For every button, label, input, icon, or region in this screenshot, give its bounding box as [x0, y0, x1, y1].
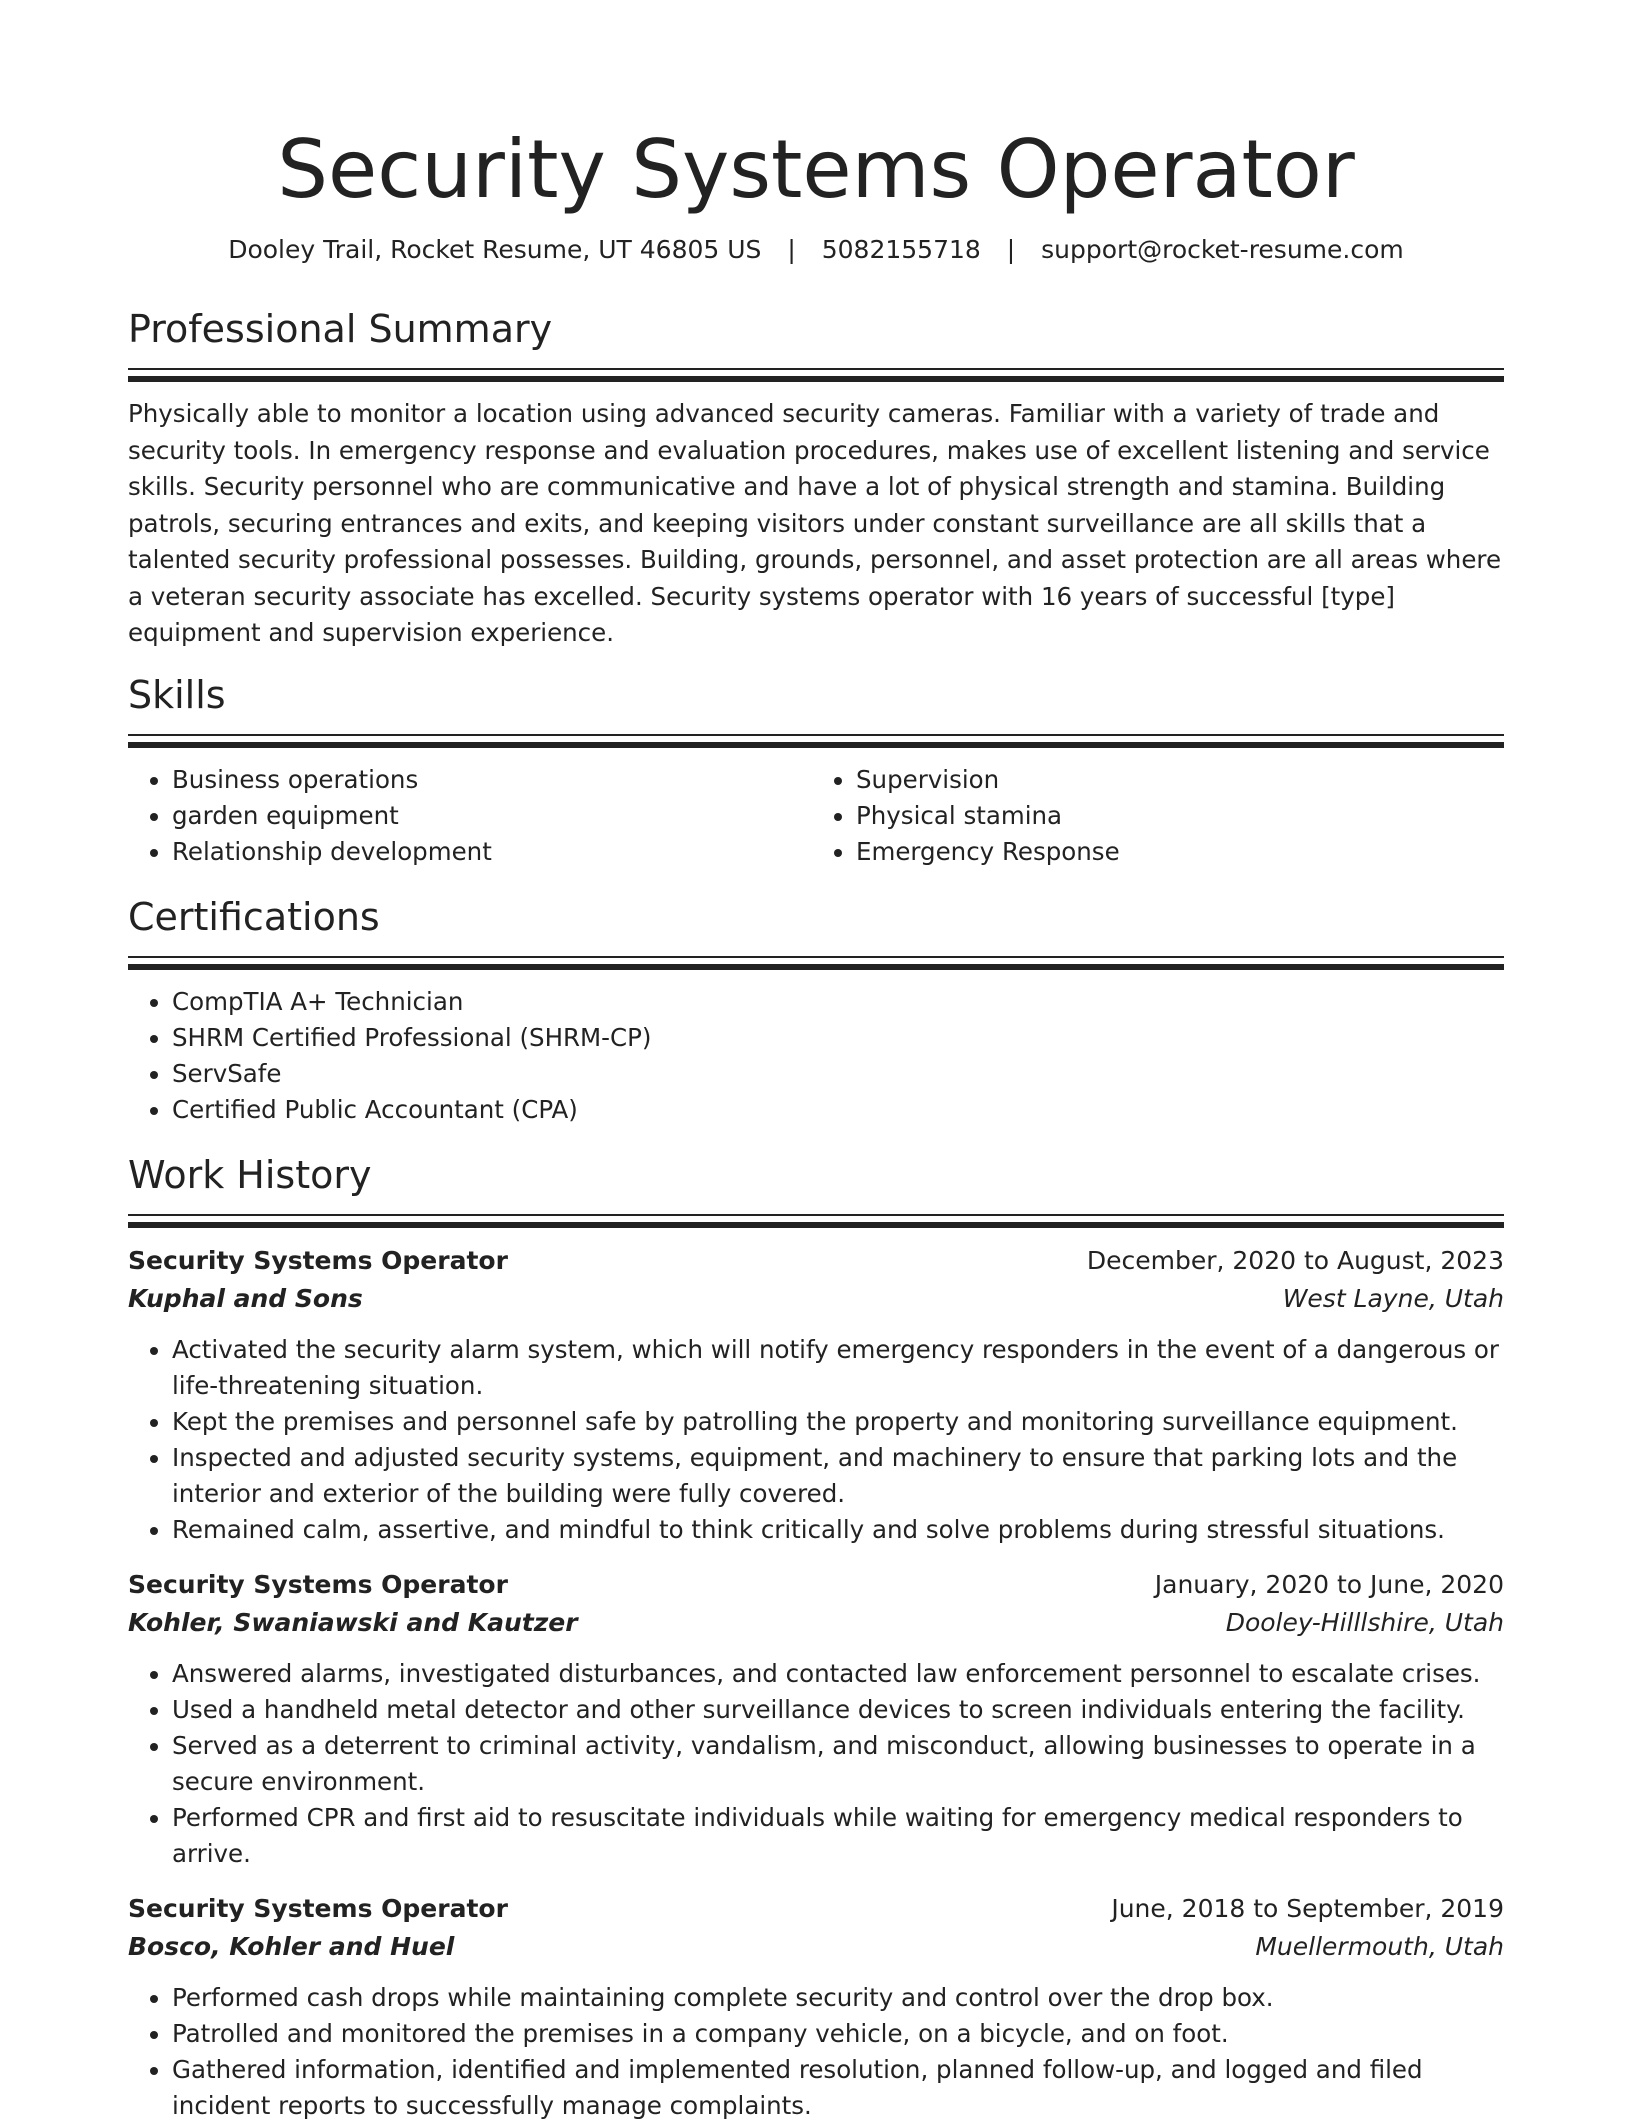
certification-item: • ServSafe — [172, 1056, 1504, 1092]
job-bullet: • Kept the premises and personnel safe by patrolling the property and monitoring surveillance equipment. — [172, 1404, 1504, 1440]
contact-line — [128, 232, 1504, 268]
job-bullet: • Performed CPR and first aid to resuscitate individuals while waiting for emergency medical responders to arrive. — [172, 1800, 1504, 1872]
job-bullet: • Gathered information, identified and implemented resolution, planned follow-up, and logged and filed incident reports to successfully manage complaints. — [172, 2052, 1504, 2124]
job-header — [128, 1890, 1504, 1928]
skills-columns — [128, 762, 1504, 870]
job-bullet: • Remained calm, assertive, and mindful to think critically and solve problems during stressful situations. — [172, 1512, 1504, 1548]
section-title-work-history: Work History — [128, 1152, 372, 1197]
job-company: Bosco, Kohler and Huel — [128, 1931, 455, 1961]
job-bullet: • Answered alarms, investigated disturbances, and contacted law enforcement personnel to escalate crises. — [172, 1656, 1504, 1692]
certification-item: • SHRM Certified Professional (SHRM-CP) — [172, 1020, 1504, 1056]
summary-text: Physically able to monitor a location using advanced security cameras. Familiar with a variety of trade and security tools. In emergency response and evaluation procedures, makes use of excellent listening and service skills. Security personnel who are communicative and have a lot of physical strength and stamina. Building patrols, securing entrances and exits, and keeping visitors under constant surveillance are all skills that a talented security professional possesses. Building, grounds, personnel, and asset protection are all areas where a veteran security associate has excelled. Security systems operator with 16 years of successful [type] equipment and supervision experience. — [128, 399, 1502, 647]
job-title: Security Systems Operator — [128, 1893, 508, 1923]
job-bullet: • Activated the security alarm system, which will notify emergency responders in the event of a dangerous or life-threatening situation. — [172, 1332, 1504, 1404]
resume-page — [128, 0, 1504, 2124]
certifications-list — [128, 984, 1504, 1128]
job-bullets — [128, 1980, 1504, 2124]
skill-item: • Business operations — [172, 762, 806, 798]
job-bullets — [128, 1656, 1504, 1872]
section-divider — [128, 376, 1504, 382]
job-bullet: • Patrolled and monitored the premises in a company vehicle, on a bicycle, and on foot. — [172, 2016, 1504, 2052]
job-subheader — [128, 1928, 1504, 1966]
job-title: Security Systems Operator — [128, 1569, 508, 1599]
skill-item: • Physical stamina — [856, 798, 1490, 834]
job-dates: January, 2020 to June, 2020 — [1154, 1569, 1504, 1599]
job-bullet: • Performed cash drops while maintaining complete security and control over the drop box. — [172, 1980, 1504, 2016]
skill-item: • Emergency Response — [856, 834, 1490, 870]
section-divider — [128, 964, 1504, 970]
certification-item: • Certified Public Accountant (CPA) — [172, 1092, 1504, 1128]
job-entry — [128, 1890, 1504, 2124]
skill-item: • Relationship development — [172, 834, 806, 870]
skills-list-left — [128, 762, 806, 870]
job-entry — [128, 1242, 1504, 1548]
work-history-section — [128, 1150, 1504, 2124]
job-location: Muellermouth, Utah — [1255, 1931, 1504, 1961]
certifications-section — [128, 892, 1504, 1128]
job-entry — [128, 1566, 1504, 1872]
job-bullet: • Served as a deterrent to criminal activity, vandalism, and misconduct, allowing businesses to operate in a secure environment. — [172, 1728, 1504, 1800]
certification-item: • CompTIA A+ Technician — [172, 984, 1504, 1020]
section-title-summary: Professional Summary — [128, 307, 553, 351]
resume-name: Security Systems Operator — [277, 123, 1355, 216]
section-divider — [128, 368, 1504, 370]
job-company: Kuphal and Sons — [128, 1283, 363, 1313]
section-divider — [128, 742, 1504, 748]
skill-item: • garden equipment — [172, 798, 806, 834]
contact-address: Dooley Trail, Rocket Resume, UT 46805 US — [228, 235, 762, 264]
section-divider — [128, 956, 1504, 958]
section-divider — [128, 1222, 1504, 1228]
contact-email: support@rocket-resume.com — [1041, 235, 1404, 264]
skill-item: • Supervision — [856, 762, 1490, 798]
job-bullets — [128, 1332, 1504, 1548]
section-divider — [128, 734, 1504, 736]
job-dates: December, 2020 to August, 2023 — [1086, 1245, 1504, 1275]
job-company: Kohler, Swaniawski and Kautzer — [128, 1607, 578, 1637]
section-title-certifications: Certifications — [128, 894, 380, 939]
job-header — [128, 1566, 1504, 1604]
skills-section — [128, 670, 1504, 870]
job-bullet: • Used a handheld metal detector and other surveillance devices to screen individuals entering the facility. — [172, 1692, 1504, 1728]
contact-separator: | — [787, 235, 796, 264]
job-subheader — [128, 1604, 1504, 1642]
job-subheader — [128, 1280, 1504, 1318]
job-title: Security Systems Operator — [128, 1245, 508, 1275]
section-title-skills: Skills — [128, 672, 226, 717]
job-location: Dooley-Hilllshire, Utah — [1225, 1607, 1504, 1637]
job-location: West Layne, Utah — [1282, 1283, 1504, 1313]
contact-phone: 5082155718 — [821, 235, 981, 264]
contact-separator: | — [1006, 235, 1016, 264]
job-bullet: • Inspected and adjusted security systems, equipment, and machinery to ensure that parking lots and the interior and exterior of the building were fully covered. — [172, 1440, 1504, 1512]
skills-list-right — [806, 762, 1490, 870]
job-dates: June, 2018 to September, 2019 — [1111, 1893, 1504, 1923]
job-header — [128, 1242, 1504, 1280]
summary-section — [128, 304, 1504, 652]
section-divider — [128, 1214, 1504, 1216]
